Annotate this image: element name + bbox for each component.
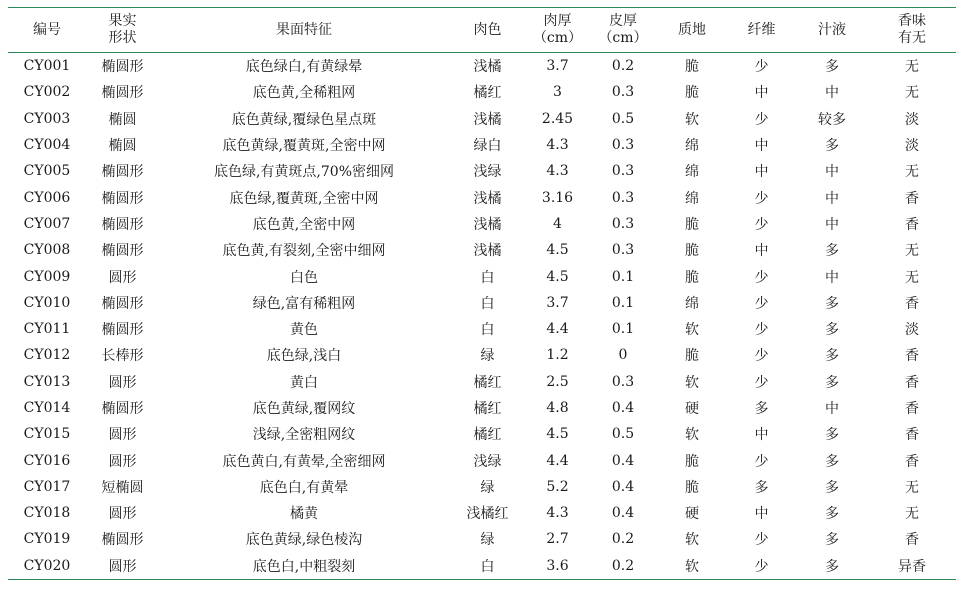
- cell-flesh_thickness: 4.8: [546, 400, 569, 416]
- cell-flesh_color: 橘红: [473, 374, 502, 391]
- cell-fiber: 中: [754, 506, 769, 523]
- cell-rind_thickness: 0.2: [611, 557, 635, 574]
- column-header-rind_thickness: [589, 8, 657, 53]
- table-row: [8, 211, 956, 237]
- cell-aroma: 异香: [898, 558, 926, 575]
- cell-flesh_thickness: 3.16: [541, 189, 574, 206]
- cell-id: CY018: [23, 505, 71, 522]
- cell-texture: 软: [685, 558, 699, 575]
- table-row: [8, 132, 956, 158]
- cell-flesh_color: 浅橘: [473, 190, 502, 207]
- cell-rind_thickness: 0.3: [611, 373, 635, 390]
- cell-juice: 多: [825, 532, 839, 549]
- cell-rind_thickness: 0.2: [611, 531, 635, 548]
- table-row: [8, 263, 956, 289]
- cell-flesh_color: 浅绿: [473, 453, 502, 470]
- cell-juice: 多: [825, 59, 839, 76]
- cell-id: CY004: [23, 137, 71, 154]
- cell-flesh_color: 浅橘: [473, 243, 502, 260]
- table-row: [8, 500, 956, 526]
- cell-juice: 中: [825, 216, 839, 233]
- cell-shape: 椭圆形: [101, 190, 144, 207]
- cell-rind_thickness: 0.3: [611, 163, 635, 180]
- cell-id: CY012: [23, 347, 71, 364]
- cell-aroma: 香: [905, 348, 919, 365]
- cell-texture: 脆: [685, 479, 699, 496]
- cell-flesh_color: 白: [480, 295, 495, 312]
- cell-juice: 中: [825, 85, 839, 102]
- cell-texture: 脆: [685, 243, 699, 260]
- cell-flesh_thickness: 3.7: [546, 294, 569, 311]
- column-header-line: 形状: [108, 30, 137, 46]
- cell-fiber: 少: [754, 374, 769, 391]
- cell-surface: 底色绿,浅白: [266, 348, 342, 365]
- cell-fiber: 少: [754, 532, 769, 549]
- cell-fiber: 少: [754, 322, 769, 339]
- cell-surface: 浅绿,全密粗网纹: [252, 427, 356, 444]
- cell-flesh_color: 浅橘: [473, 216, 502, 233]
- cell-shape: 圆形: [108, 453, 137, 470]
- cell-juice: 多: [825, 348, 839, 365]
- table-row: [8, 106, 956, 132]
- cell-flesh_color: 橘红: [473, 85, 502, 102]
- column-header-id: [8, 8, 86, 53]
- cell-rind_thickness: 0.4: [611, 505, 635, 522]
- table-row: [8, 421, 956, 447]
- cell-shape: 椭圆形: [101, 295, 144, 312]
- cell-juice: 多: [825, 322, 839, 339]
- cell-rind_thickness: 0.3: [611, 137, 635, 154]
- cell-fiber: 少: [754, 269, 769, 286]
- cell-flesh_color: 白: [480, 322, 495, 339]
- cell-flesh_color: 浅橘: [473, 111, 502, 128]
- cell-shape: 圆形: [108, 558, 137, 575]
- cell-id: CY016: [23, 452, 71, 469]
- cell-id: CY002: [23, 84, 71, 101]
- cell-flesh_thickness: 5.2: [546, 478, 569, 495]
- cell-texture: 脆: [685, 348, 699, 365]
- cell-shape: 圆形: [108, 269, 137, 286]
- cell-surface: 黄白: [290, 374, 318, 391]
- column-header-juice: [796, 8, 868, 53]
- cell-rind_thickness: 0.5: [611, 110, 635, 127]
- cell-aroma: 香: [905, 216, 919, 233]
- cell-aroma: 无: [905, 85, 919, 102]
- cell-surface: 底色黄绿,覆黄斑,全密中网: [222, 138, 386, 155]
- cell-id: CY003: [23, 110, 71, 127]
- cell-surface: 白色: [290, 269, 318, 286]
- cell-id: CY015: [23, 426, 71, 443]
- cell-juice: 较多: [818, 111, 846, 128]
- cell-shape: 椭圆: [108, 138, 137, 155]
- cell-aroma: 香: [905, 401, 919, 417]
- cell-surface: 底色黄,全密中网: [252, 216, 356, 233]
- column-header-line: （cm）: [532, 30, 583, 46]
- cell-texture: 绵: [685, 295, 699, 312]
- cell-shape: 椭圆形: [101, 322, 144, 339]
- cell-texture: 软: [685, 322, 699, 339]
- cell-rind_thickness: 0.3: [611, 189, 635, 206]
- cell-surface: 底色白,中粗裂刻: [252, 558, 356, 575]
- column-header-line: 香味: [898, 13, 926, 29]
- cell-texture: 脆: [685, 59, 699, 76]
- cell-shape: 椭圆形: [101, 164, 144, 181]
- cell-flesh_thickness: 3: [553, 84, 562, 101]
- cell-surface: 底色白,有黄晕: [259, 479, 349, 496]
- cell-aroma: 香: [905, 427, 919, 444]
- cell-shape: 椭圆形: [101, 243, 144, 260]
- column-header-line: （cm）: [598, 30, 648, 46]
- cell-juice: 多: [825, 374, 839, 391]
- cell-shape: 椭圆形: [101, 59, 144, 76]
- cell-flesh_thickness: 4.3: [546, 137, 569, 154]
- table-row: [8, 184, 956, 210]
- cell-fiber: 少: [754, 111, 769, 128]
- column-header-line: 果实: [108, 13, 137, 29]
- cell-fiber: 中: [754, 427, 769, 444]
- cell-texture: 绵: [685, 164, 699, 181]
- cell-aroma: 淡: [905, 111, 919, 128]
- cell-juice: 多: [825, 295, 839, 312]
- cell-rind_thickness: 0.1: [611, 268, 635, 285]
- cell-rind_thickness: 0.4: [611, 400, 635, 416]
- column-header-flesh_color: [449, 8, 526, 53]
- cell-aroma: 无: [905, 164, 919, 181]
- column-header-line: 编号: [33, 21, 61, 38]
- column-header-shape: [86, 8, 159, 53]
- cell-surface: 黄色: [290, 322, 318, 339]
- cell-id: CY017: [23, 478, 71, 495]
- cell-juice: 多: [825, 138, 839, 155]
- column-header-line: 肉厚: [543, 13, 572, 29]
- column-header-line: 质地: [678, 21, 706, 38]
- column-header-line: 汁液: [818, 21, 846, 38]
- cell-id: CY019: [23, 531, 71, 548]
- cell-shape: 短椭圆: [101, 479, 144, 496]
- cell-fiber: 中: [754, 138, 769, 155]
- column-header-surface: [159, 8, 449, 53]
- cell-flesh_color: 绿: [480, 348, 495, 365]
- cell-flesh_color: 浅绿: [473, 164, 502, 181]
- cell-fiber: 少: [754, 216, 769, 233]
- cell-flesh_color: 浅橘: [473, 59, 502, 76]
- table-row: [8, 53, 956, 80]
- cell-shape: 椭圆形: [101, 401, 144, 417]
- column-header-line: 有无: [898, 30, 926, 46]
- column-header-fiber: [727, 8, 796, 53]
- column-header-line: 纤维: [747, 21, 776, 38]
- cell-aroma: 香: [905, 532, 919, 549]
- cell-flesh_thickness: 4.3: [546, 505, 569, 522]
- cell-surface: 底色绿,覆黄斑,全密中网: [229, 190, 379, 207]
- cell-rind_thickness: 0.1: [611, 321, 635, 338]
- cell-shape: 椭圆形: [101, 85, 144, 102]
- cell-texture: 绵: [685, 138, 699, 155]
- cell-aroma: 淡: [905, 138, 919, 155]
- cell-shape: 椭圆: [108, 111, 137, 128]
- cell-flesh_color: 绿: [480, 532, 495, 549]
- cell-rind_thickness: 0.2: [611, 58, 635, 75]
- cell-juice: 中: [825, 164, 839, 181]
- cell-id: CY009: [23, 268, 71, 285]
- cell-flesh_thickness: 4: [553, 215, 562, 232]
- cell-rind_thickness: 0: [618, 347, 628, 364]
- cell-surface: 底色黄白,有黄晕,全密细网: [222, 453, 386, 470]
- cell-surface: 底色黄,全稀粗网: [252, 85, 356, 102]
- cell-flesh_color: 白: [480, 269, 495, 286]
- cell-surface: 绿色,富有稀粗网: [252, 295, 356, 312]
- cell-aroma: 无: [905, 243, 919, 260]
- column-header-flesh_thickness: [526, 8, 589, 53]
- cell-aroma: 无: [905, 506, 919, 523]
- table-row: [8, 553, 956, 580]
- cell-juice: 多: [825, 506, 839, 523]
- cell-flesh_thickness: 4.4: [546, 321, 569, 338]
- cell-flesh_thickness: 1.2: [546, 347, 569, 364]
- cell-texture: 脆: [685, 85, 699, 102]
- column-header-line: 果面特征: [276, 21, 332, 38]
- cell-flesh_thickness: 4.3: [546, 163, 569, 180]
- cell-texture: 脆: [685, 453, 699, 470]
- cell-flesh_thickness: 4.5: [546, 426, 569, 443]
- table-row: [8, 237, 956, 263]
- cell-fiber: 中: [754, 85, 769, 102]
- cell-id: CY001: [23, 58, 71, 75]
- cell-aroma: 无: [905, 59, 919, 76]
- cell-surface: 底色黄绿,绿色棱沟: [245, 532, 363, 549]
- cell-texture: 软: [685, 427, 699, 444]
- cell-fiber: 中: [754, 164, 769, 181]
- table-row: [8, 369, 956, 395]
- cell-id: CY005: [23, 163, 71, 180]
- column-header-line: 肉色: [473, 21, 502, 38]
- table-row: [8, 447, 956, 473]
- cell-shape: 圆形: [108, 427, 137, 444]
- cell-texture: 硬: [685, 506, 699, 523]
- cell-rind_thickness: 0.3: [611, 215, 635, 232]
- cell-surface: 底色黄绿,覆网纹: [252, 401, 356, 417]
- cell-flesh_color: 橘红: [473, 401, 502, 417]
- cell-id: CY020: [23, 557, 71, 574]
- column-header-line: 皮厚: [609, 13, 637, 29]
- cell-texture: 脆: [685, 269, 699, 286]
- cell-juice: 中: [825, 190, 839, 207]
- cell-flesh_color: 白: [480, 558, 495, 575]
- cell-juice: 多: [825, 243, 839, 260]
- cell-surface: 底色黄绿,覆绿色星点斑: [231, 111, 377, 128]
- cell-texture: 脆: [685, 216, 699, 233]
- table-row: [8, 79, 956, 105]
- cell-fiber: 多: [754, 479, 769, 496]
- cell-fiber: 中: [754, 243, 769, 260]
- cell-surface: 底色绿白,有黄绿晕: [245, 59, 363, 76]
- cell-fiber: 少: [754, 295, 769, 312]
- cell-texture: 硬: [685, 401, 699, 417]
- cell-shape: 椭圆形: [101, 216, 144, 233]
- cell-flesh_color: 橘红: [473, 427, 502, 444]
- cell-rind_thickness: 0.3: [611, 242, 635, 259]
- cell-aroma: 无: [905, 269, 919, 286]
- cell-flesh_thickness: 4.5: [546, 242, 569, 259]
- cell-surface: 底色黄,有裂刻,全密中细网: [222, 243, 386, 260]
- cell-shape: 圆形: [108, 374, 137, 391]
- melon-traits-table: [8, 7, 956, 580]
- cell-aroma: 香: [905, 374, 919, 391]
- cell-flesh_thickness: 3.6: [546, 557, 569, 574]
- cell-id: CY006: [23, 189, 71, 206]
- cell-rind_thickness: 0.1: [611, 294, 635, 311]
- table-row: [8, 526, 956, 552]
- cell-juice: 中: [825, 269, 839, 286]
- cell-id: CY010: [23, 294, 71, 311]
- cell-aroma: 香: [905, 190, 919, 207]
- cell-aroma: 无: [905, 479, 919, 496]
- cell-id: CY011: [23, 321, 71, 338]
- table-header-row: [8, 8, 956, 53]
- table-body: [8, 53, 956, 580]
- cell-fiber: 少: [754, 59, 769, 76]
- cell-fiber: 少: [754, 558, 769, 575]
- cell-rind_thickness: 0.4: [611, 452, 635, 469]
- cell-flesh_thickness: 4.5: [546, 268, 569, 285]
- cell-flesh_color: 浅橘红: [466, 506, 509, 523]
- cell-flesh_thickness: 4.4: [546, 452, 569, 469]
- cell-flesh_thickness: 2.45: [541, 110, 574, 127]
- cell-juice: 多: [825, 558, 839, 575]
- cell-flesh_thickness: 2.7: [546, 531, 569, 548]
- cell-id: CY008: [23, 242, 71, 259]
- cell-texture: 绵: [685, 190, 699, 207]
- cell-juice: 多: [825, 479, 839, 496]
- cell-flesh_thickness: 3.7: [546, 58, 569, 75]
- cell-rind_thickness: 0.5: [611, 426, 635, 443]
- cell-flesh_color: 绿白: [473, 138, 502, 155]
- table-row: [8, 158, 956, 184]
- cell-flesh_color: 绿: [480, 479, 495, 496]
- cell-id: CY013: [23, 373, 71, 390]
- table-row: [8, 342, 956, 368]
- table-row: [8, 474, 956, 500]
- table-row: [8, 316, 956, 342]
- table-row: [8, 290, 956, 316]
- column-header-texture: [657, 8, 727, 53]
- cell-fiber: 少: [754, 190, 769, 207]
- cell-surface: 橘黄: [290, 506, 318, 523]
- cell-shape: 圆形: [108, 506, 137, 523]
- cell-id: CY014: [23, 400, 71, 416]
- cell-texture: 软: [685, 532, 699, 549]
- cell-aroma: 淡: [905, 322, 919, 339]
- cell-surface: 底色绿,有黄斑点,70%密细网: [213, 164, 395, 181]
- cell-juice: 多: [825, 453, 839, 470]
- cell-fiber: 少: [754, 453, 769, 470]
- cell-texture: 软: [685, 374, 699, 391]
- cell-aroma: 香: [905, 295, 919, 312]
- cell-rind_thickness: 0.4: [611, 478, 635, 495]
- cell-flesh_thickness: 2.5: [546, 373, 569, 390]
- cell-aroma: 香: [905, 453, 919, 470]
- cell-juice: 多: [825, 427, 839, 444]
- column-header-aroma: [868, 8, 956, 53]
- cell-shape: 长棒形: [101, 348, 144, 365]
- cell-rind_thickness: 0.3: [611, 84, 635, 101]
- cell-id: CY007: [23, 215, 71, 232]
- cell-texture: 软: [685, 111, 699, 128]
- cell-fiber: 少: [754, 348, 769, 365]
- cell-juice: 中: [825, 401, 839, 417]
- table-row: [8, 395, 956, 421]
- cell-shape: 椭圆形: [101, 532, 144, 549]
- cell-fiber: 多: [754, 401, 769, 417]
